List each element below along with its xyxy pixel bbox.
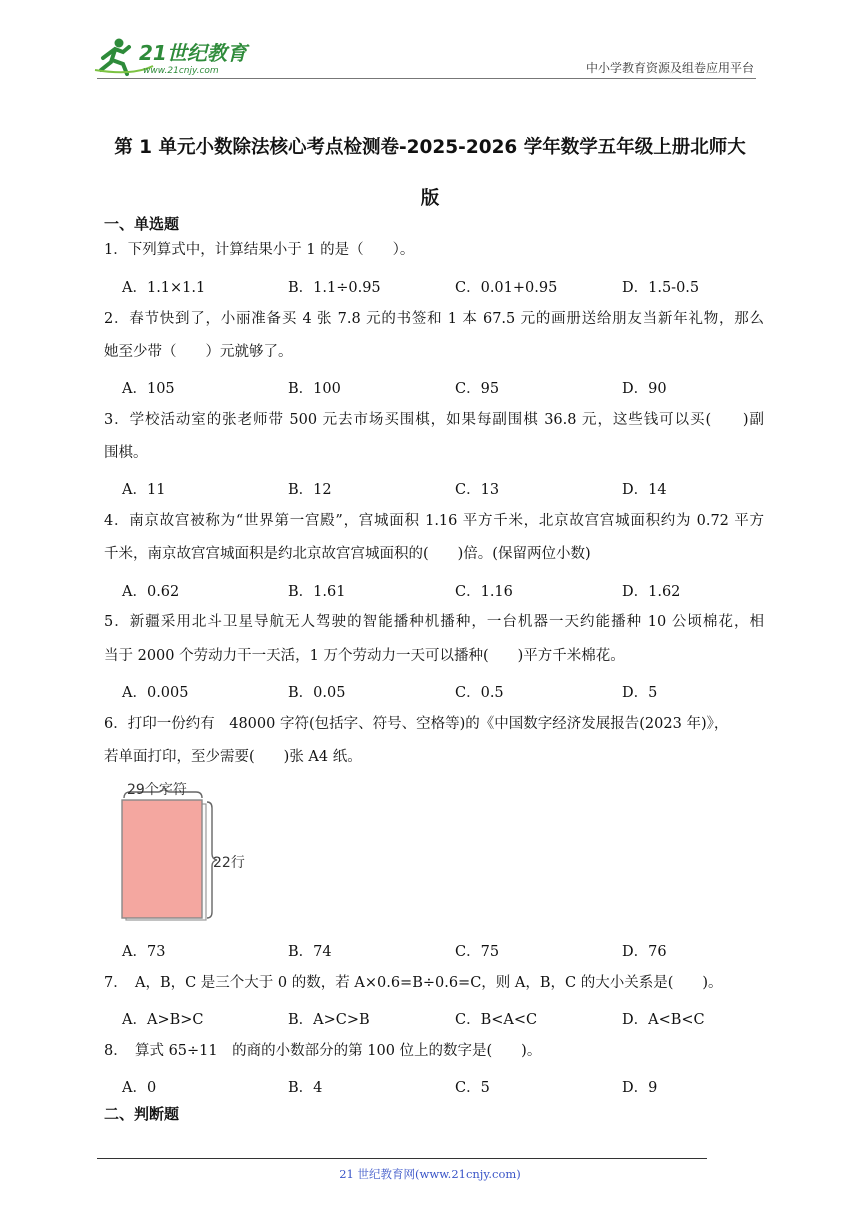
question-3-options xyxy=(122,478,762,502)
question-3-option-d[interactable]: D．14 xyxy=(622,482,667,498)
header-platform-text: 中小学教育资源及组卷应用平台 xyxy=(585,61,754,75)
question-8-option-b[interactable]: B．4 xyxy=(288,1080,323,1096)
logo-url: www.21cnjy.com xyxy=(143,66,219,76)
a4-paper-figure xyxy=(117,780,257,928)
question-1-options xyxy=(122,276,762,300)
question-5-option-c[interactable]: C．0.5 xyxy=(455,685,504,701)
question-6-option-b[interactable]: B．74 xyxy=(288,944,332,960)
footer-divider xyxy=(97,1158,707,1159)
question-4-option-a[interactable]: A．0.62 xyxy=(122,584,180,600)
question-1-line-1: 1．下列算式中，计算结果小于 1 的是（ ）。 xyxy=(104,242,415,258)
section-heading-single-choice: 一、单选题 xyxy=(104,215,180,233)
section-heading-true-false: 二、判断题 xyxy=(104,1105,180,1123)
question-4-option-c[interactable]: C．1.16 xyxy=(455,584,513,600)
question-8-option-c[interactable]: C．5 xyxy=(455,1080,490,1096)
page-title xyxy=(97,122,763,224)
question-3-line-1: 3．学校活动室的张老师带 500 元去市场买围棋，如果每副围棋 36.8 元，这些钱可以买( )副 xyxy=(104,412,764,428)
question-6-line-1: 6．打印一份约有 48000 字符(包括字、符号、空格等)的《中国数字经济发展报告(2023 年)》， xyxy=(104,716,729,732)
question-7-line-1: 7． A，B，C 是三个大于 0 的数，若 A×0.6=B÷0.6=C，则 A，B，C 的大小关系是( )。 xyxy=(104,975,723,991)
question-2-line-1: 2．春节快到了，小丽准备买 4 张 7.8 元的书签和 1 本 67.5 元的画册送给朋友当新年礼物，那么 xyxy=(104,311,764,327)
header-divider xyxy=(97,78,756,79)
question-2-option-b[interactable]: B．100 xyxy=(288,381,341,397)
question-8-option-d[interactable]: D．9 xyxy=(622,1080,658,1096)
question-1-option-b[interactable]: B．1.1÷0.95 xyxy=(288,280,381,296)
question-8-line-1: 8． 算式 65÷11 的商的小数部分的第 100 位上的数字是( )。 xyxy=(104,1043,542,1059)
question-2-options xyxy=(122,377,762,401)
question-3-option-c[interactable]: C．13 xyxy=(455,482,500,498)
title-line-2: 版 xyxy=(420,188,440,209)
question-5-option-d[interactable]: D．5 xyxy=(622,685,658,701)
question-6-option-c[interactable]: C．75 xyxy=(455,944,500,960)
title-line-1: 第 1 单元小数除法核心考点检测卷-2025-2026 学年数学五年级上册北师大 xyxy=(114,137,746,158)
question-5-line-1: 5．新疆采用北斗卫星导航无人驾驶的智能播种机播种，一台机器一天约能播种 10 公顷棉花，相 xyxy=(104,614,764,630)
question-3-option-a[interactable]: A．11 xyxy=(122,482,166,498)
question-8-option-a[interactable]: A．0 xyxy=(122,1080,157,1096)
question-2-line-2: 她至少带（ ）元就够了。 xyxy=(104,344,293,360)
question-4-line-2: 千米，南京故宫宫城面积是约北京故宫宫城面积的( )倍。(保留两位小数) xyxy=(104,546,591,562)
question-7-option-b[interactable]: B．A>C>B xyxy=(288,1012,370,1028)
question-5-line-2: 当于 2000 个劳动力干一天活，1 万个劳动力一天可以播种( )平方千米棉花。 xyxy=(104,648,625,664)
footer-site-link[interactable]: 21 世纪教育网(www.21cnjy.com) xyxy=(339,1167,521,1181)
logo-text: 21世纪教育 xyxy=(139,41,247,65)
question-3-line-2: 围棋。 xyxy=(104,445,148,461)
question-7-options xyxy=(122,1008,762,1032)
figure-top-label: 29个字符 xyxy=(127,782,187,798)
question-6-line-2: 若单面打印，至少需要( )张 A4 纸。 xyxy=(104,749,362,765)
question-7-option-a[interactable]: A．A>B>C xyxy=(122,1012,204,1028)
question-6-options xyxy=(122,940,762,964)
question-1-option-d[interactable]: D．1.5-0.5 xyxy=(622,280,700,296)
question-2-option-c[interactable]: C．95 xyxy=(455,381,500,397)
question-4-option-b[interactable]: B．1.61 xyxy=(288,584,346,600)
question-7-option-d[interactable]: D．A<B<C xyxy=(622,1012,705,1028)
site-logo xyxy=(93,36,263,78)
question-1-option-a[interactable]: A．1.1×1.1 xyxy=(122,280,206,296)
question-5-option-b[interactable]: B．0.05 xyxy=(288,685,346,701)
question-2-option-a[interactable]: A．105 xyxy=(122,381,175,397)
question-5-options xyxy=(122,681,762,705)
question-4-options xyxy=(122,580,762,604)
question-7-option-c[interactable]: C．B<A<C xyxy=(455,1012,538,1028)
question-3-option-b[interactable]: B．12 xyxy=(288,482,332,498)
question-1-option-c[interactable]: C．0.01+0.95 xyxy=(455,280,558,296)
question-8-options xyxy=(122,1076,762,1100)
question-4-line-1: 4．南京故宫被称为“世界第一宫殿”，宫城面积 1.16 平方千米，北京故宫宫城面积约为 0.72 平方 xyxy=(104,513,764,529)
question-4-option-d[interactable]: D．1.62 xyxy=(622,584,681,600)
question-6-option-d[interactable]: D．76 xyxy=(622,944,667,960)
question-2-option-d[interactable]: D．90 xyxy=(622,381,667,397)
question-6-option-a[interactable]: A．73 xyxy=(122,944,166,960)
figure-side-label: 22行 xyxy=(213,855,245,871)
question-5-option-a[interactable]: A．0.005 xyxy=(122,685,189,701)
